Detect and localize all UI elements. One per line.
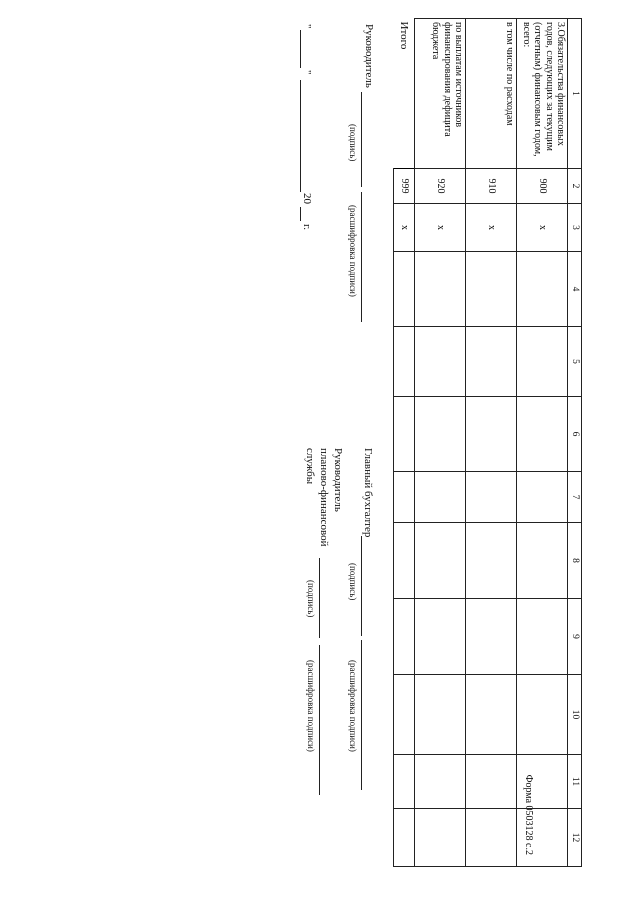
signature-caption: (подпись) <box>348 124 358 162</box>
row-code: 920 <box>415 169 466 204</box>
table-cell <box>394 809 415 867</box>
table-cell <box>415 472 466 523</box>
table-cell <box>466 397 517 472</box>
table-cell <box>415 327 466 397</box>
table-cell <box>394 675 415 755</box>
date-year-prefix: 20 <box>301 193 313 204</box>
signature-line <box>361 536 362 636</box>
table-cell <box>517 327 568 397</box>
table-row <box>517 19 568 867</box>
table-cell <box>394 472 415 523</box>
table-cell <box>415 397 466 472</box>
table-cell <box>517 523 568 599</box>
total-code: 999 <box>394 169 415 204</box>
row-mark: x <box>517 204 568 252</box>
column-number: 1 <box>568 19 582 169</box>
table-cell <box>415 252 466 327</box>
obligations-table <box>393 18 582 867</box>
table-cell <box>466 472 517 523</box>
row-name: 3.Обязательства финансовых годов, следующих за текущим (отчетным) финансовым годом, всего: <box>517 19 568 169</box>
total-row <box>394 19 415 867</box>
decoding-caption: (расшифровка подписи) <box>348 205 358 297</box>
table-cell <box>415 599 466 675</box>
row-name: по выплатам источников финансирования дефицита бюджета <box>415 19 466 169</box>
table-cell <box>466 523 517 599</box>
column-number: 4 <box>568 252 582 327</box>
table-cell <box>517 397 568 472</box>
column-number: 10 <box>568 675 582 755</box>
chief-accountant-label: Главный бухгалтер <box>362 448 374 538</box>
decoding-caption: (расшифровка подписи) <box>306 660 316 752</box>
column-number: 11 <box>568 755 582 809</box>
table-cell <box>517 472 568 523</box>
table-cell <box>466 252 517 327</box>
table-cell <box>517 599 568 675</box>
decoding-line <box>361 640 362 790</box>
signature-caption: (подпись) <box>306 580 316 618</box>
table-cell <box>415 755 466 809</box>
table-cell <box>517 252 568 327</box>
date-month-line <box>300 80 301 192</box>
row-code: 910 <box>466 169 517 204</box>
column-number: 7 <box>568 472 582 523</box>
form-code: Форма 0503128 с.2 <box>523 774 534 855</box>
column-number: 6 <box>568 397 582 472</box>
table-row <box>466 19 517 867</box>
column-number: 12 <box>568 809 582 867</box>
total-label: Итого <box>398 21 411 50</box>
column-number: 2 <box>568 169 582 204</box>
table-cell <box>517 675 568 755</box>
column-number: 9 <box>568 599 582 675</box>
row-name: в том числе по расходам <box>466 19 517 169</box>
table-cell <box>466 675 517 755</box>
signature-caption: (подпись) <box>348 563 358 601</box>
signature-line <box>319 558 320 638</box>
table-cell <box>394 523 415 599</box>
date-day-line <box>300 30 301 68</box>
table-cell <box>394 252 415 327</box>
table-cell <box>466 599 517 675</box>
total-mark: x <box>394 204 415 252</box>
date-quote-close: " <box>301 70 313 75</box>
date-year-suffix: г. <box>301 224 313 231</box>
table-cell <box>415 675 466 755</box>
table-cell <box>415 809 466 867</box>
row-mark: x <box>466 204 517 252</box>
decoding-line <box>319 645 320 795</box>
finance-head-label: Руководитель планово-финансовой службы <box>304 448 344 547</box>
column-number: 8 <box>568 523 582 599</box>
table-cell <box>394 327 415 397</box>
head-label: Руководитель <box>363 24 375 88</box>
column-number: 3 <box>568 204 582 252</box>
table-cell <box>517 809 568 867</box>
column-number: 5 <box>568 327 582 397</box>
table-cell <box>466 809 517 867</box>
table-cell <box>517 755 568 809</box>
column-number-row <box>568 19 582 867</box>
table-cell <box>394 755 415 809</box>
date-year-line <box>300 207 301 221</box>
decoding-line <box>361 192 362 322</box>
decoding-caption: (расшифровка подписи) <box>348 660 358 752</box>
table-cell <box>394 599 415 675</box>
table-cell <box>466 755 517 809</box>
row-mark: x <box>415 204 466 252</box>
table-cell <box>394 397 415 472</box>
table-cell <box>466 327 517 397</box>
table-row <box>415 19 466 867</box>
table-cell <box>415 523 466 599</box>
row-code: 900 <box>517 169 568 204</box>
signature-line <box>361 92 362 187</box>
date-quote-open: " <box>301 24 313 29</box>
